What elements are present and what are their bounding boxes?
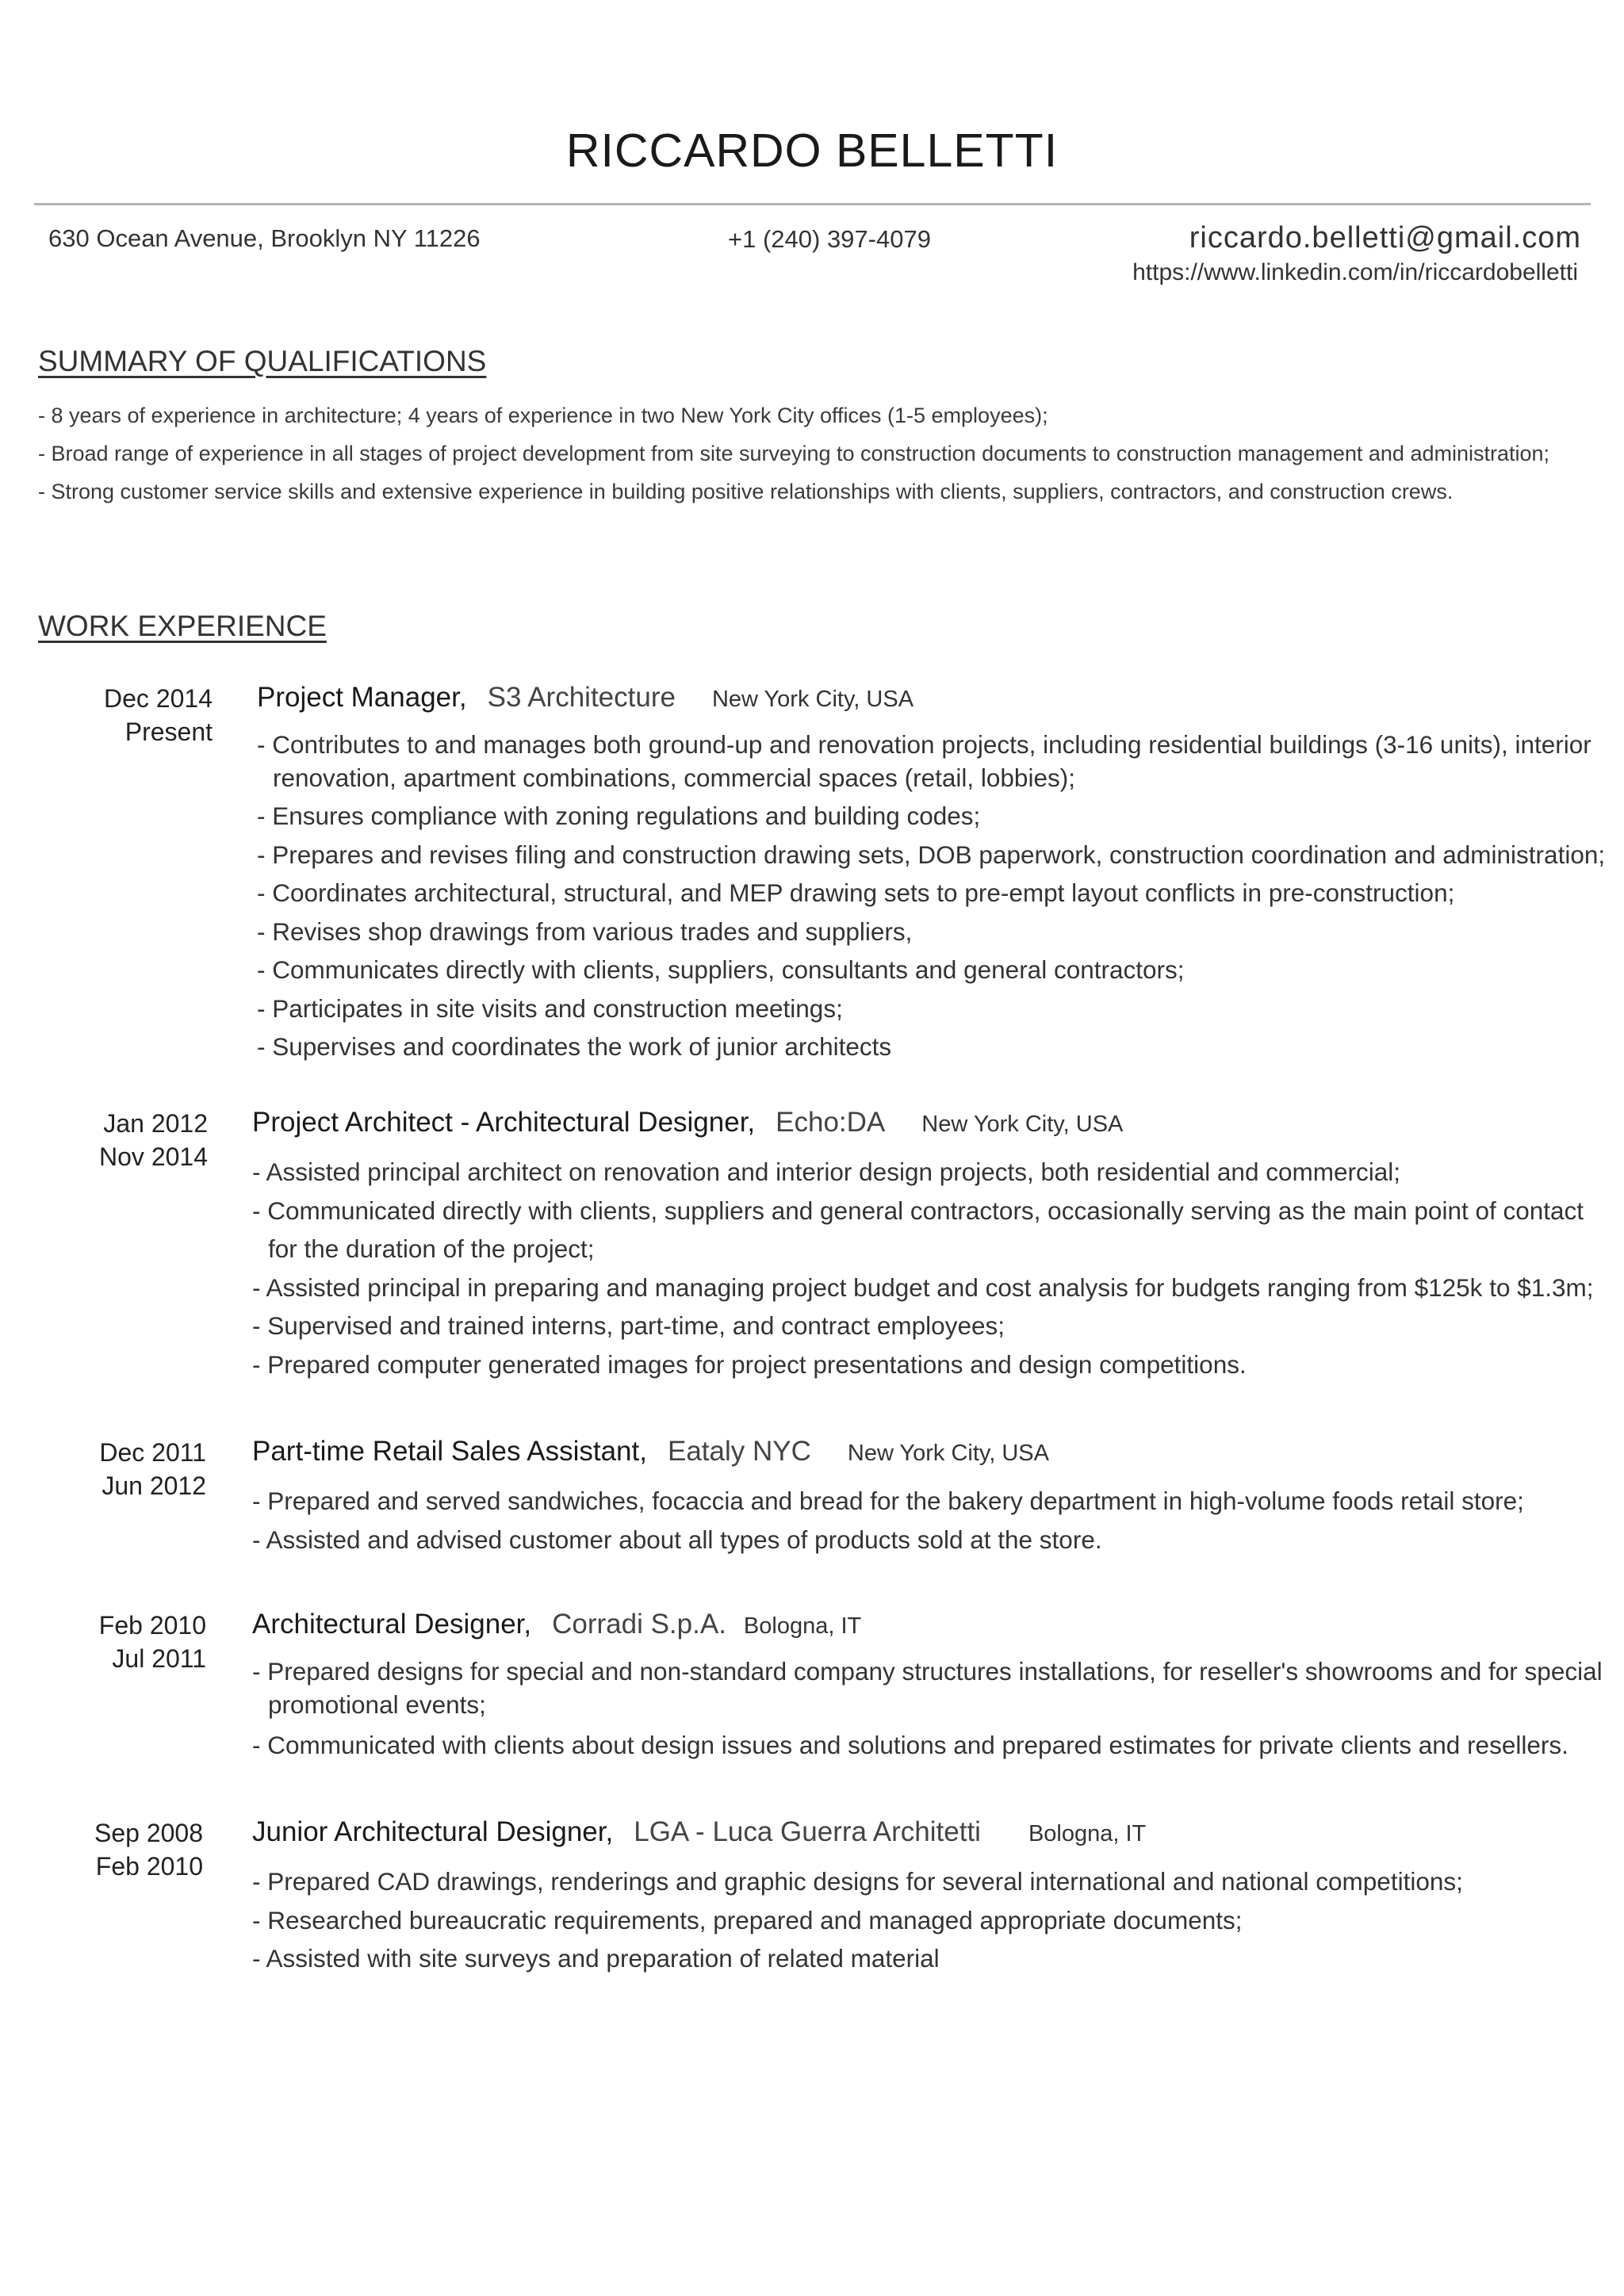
job-company: Echo:DA (776, 1107, 886, 1138)
linkedin-url: https://www.linkedin.com/in/riccardobelletti (1132, 259, 1578, 285)
job-bullets (252, 1153, 1616, 1383)
job-bullet: - Coordinates architectural, structural, and MEP drawing sets to pre-empt layout conflicts in pre-construction; (257, 878, 1455, 907)
job-company: LGA - Luca Guerra Architetti (634, 1816, 981, 1847)
job-bullets (252, 1862, 1616, 1978)
job-bullet: - Prepared computer generated images for project presentations and design competitions. (252, 1349, 1247, 1379)
summary-item: - 8 years of experience in architecture; 4 years of experience in two New York City offices (1-5 employees); (38, 404, 1048, 427)
job-bullets (257, 728, 1621, 1066)
job-location: Bologna, IT (1028, 1821, 1147, 1846)
job-company: S3 Architecture (487, 682, 676, 713)
job-bullet: - Assisted with site surveys and preparation of related material (252, 1944, 940, 1973)
job-title: Architectural Designer, (252, 1609, 532, 1640)
work-experience-heading: WORK EXPERIENCE (38, 610, 327, 642)
job-bullet: - Prepares and revises filing and construction drawing sets, DOB paperwork, construction coordination and administration; (257, 840, 1606, 869)
summary-item: - Broad range of experience in all stages of project development from site surveying to construction documents to construction management and administration; (38, 442, 1550, 465)
job-dates (24, 1609, 206, 1675)
job-bullet: - Communicated directly with clients, suppliers and general contractors, occasionally serving as the main point of contact for the duration of the project; (252, 1196, 1584, 1263)
job-title: Junior Architectural Designer, (252, 1816, 614, 1847)
job-start-date: Sep 2008 (94, 1819, 203, 1847)
job-bullet: - Participates in site visits and construction meetings; (257, 993, 843, 1023)
job-bullet: - Supervises and coordinates the work of junior architects (257, 1032, 892, 1061)
job-bullet: - Supervised and trained interns, part-time, and contract employees; (252, 1311, 1005, 1340)
job-bullet: - Assisted principal in preparing and managing project budget and cost analysis for budgets ranging from $125k to $1.3m; (252, 1272, 1594, 1302)
job-bullet: - Communicated with clients about design issues and solutions and prepared estimates for private clients and resellers. (252, 1731, 1568, 1759)
email-address: riccardo.belletti@gmail.com (1189, 221, 1581, 254)
candidate-name: RICCARDO BELLETTI (565, 124, 1059, 177)
job-end-date: Present (124, 718, 213, 746)
job-heading (257, 682, 914, 714)
job-heading (252, 1609, 861, 1640)
job-bullets (252, 1655, 1616, 1765)
job-bullet: - Prepared CAD drawings, renderings and graphic designs for several international and national competitions; (252, 1867, 1463, 1896)
job-location: Bologna, IT (743, 1613, 862, 1639)
job-title: Project Manager, (257, 682, 467, 713)
summary-list (38, 396, 1604, 511)
job-location: New York City, USA (921, 1112, 1124, 1137)
summary-item: - Strong customer service skills and extensive experience in building positive relationships with clients, suppliers, contractors, and construction crews. (38, 480, 1454, 503)
job-bullet: - Assisted and advised customer about all types of products sold at the store. (252, 1525, 1102, 1554)
job-end-date: Nov 2014 (99, 1142, 208, 1171)
job-dates (30, 682, 213, 748)
job-bullet: - Contributes to and manages both ground-up and renovation projects, including residential buildings (3-16 units), interior renovation, apartment combinations, commercial spaces (retail, lobbies); (257, 730, 1591, 792)
job-start-date: Jan 2012 (103, 1109, 208, 1138)
job-end-date: Feb 2010 (95, 1852, 203, 1881)
job-bullets (252, 1482, 1616, 1559)
job-end-date: Jun 2012 (102, 1471, 206, 1500)
job-heading (252, 1436, 1049, 1468)
job-dates (25, 1107, 208, 1173)
phone-number: +1 (240) 397-4079 (728, 225, 931, 253)
job-start-date: Dec 2014 (104, 684, 213, 713)
job-title: Project Architect - Architectural Designer, (252, 1107, 756, 1138)
job-bullet: - Ensures compliance with zoning regulations and building codes; (257, 802, 981, 830)
header-divider (34, 203, 1591, 205)
job-heading (252, 1107, 1123, 1138)
job-start-date: Feb 2010 (98, 1611, 206, 1640)
job-company: Eataly NYC (667, 1436, 811, 1467)
job-location: New York City, USA (711, 687, 914, 712)
job-heading (252, 1816, 1146, 1848)
job-title: Part-time Retail Sales Assistant, (252, 1436, 647, 1467)
job-bullet: - Communicates directly with clients, suppliers, consultants and general contractors; (257, 955, 1185, 984)
job-dates (21, 1816, 203, 1883)
summary-heading: SUMMARY OF QUALIFICATIONS (38, 345, 487, 377)
job-bullet: - Assisted principal architect on renovation and interior design projects, both residential and commercial; (252, 1158, 1401, 1186)
address: 630 Ocean Avenue, Brooklyn NY 11226 (48, 224, 481, 252)
job-bullet: - Researched bureaucratic requirements, prepared and managed appropriate documents; (252, 1905, 1243, 1934)
job-end-date: Jul 2011 (112, 1644, 206, 1673)
job-location: New York City, USA (847, 1441, 1049, 1466)
job-company: Corradi S.p.A. (552, 1609, 726, 1640)
job-bullet: - Prepared designs for special and non-standard company structures installations, for reseller's showrooms and for special promotional events; (252, 1657, 1603, 1719)
job-bullet: - Revises shop drawings from various trades and suppliers, (257, 916, 913, 946)
job-start-date: Dec 2011 (99, 1438, 206, 1467)
job-bullet: - Prepared and served sandwiches, focaccia and bread for the bakery department in high-volume foods retail store; (252, 1487, 1524, 1515)
job-dates (24, 1436, 206, 1502)
